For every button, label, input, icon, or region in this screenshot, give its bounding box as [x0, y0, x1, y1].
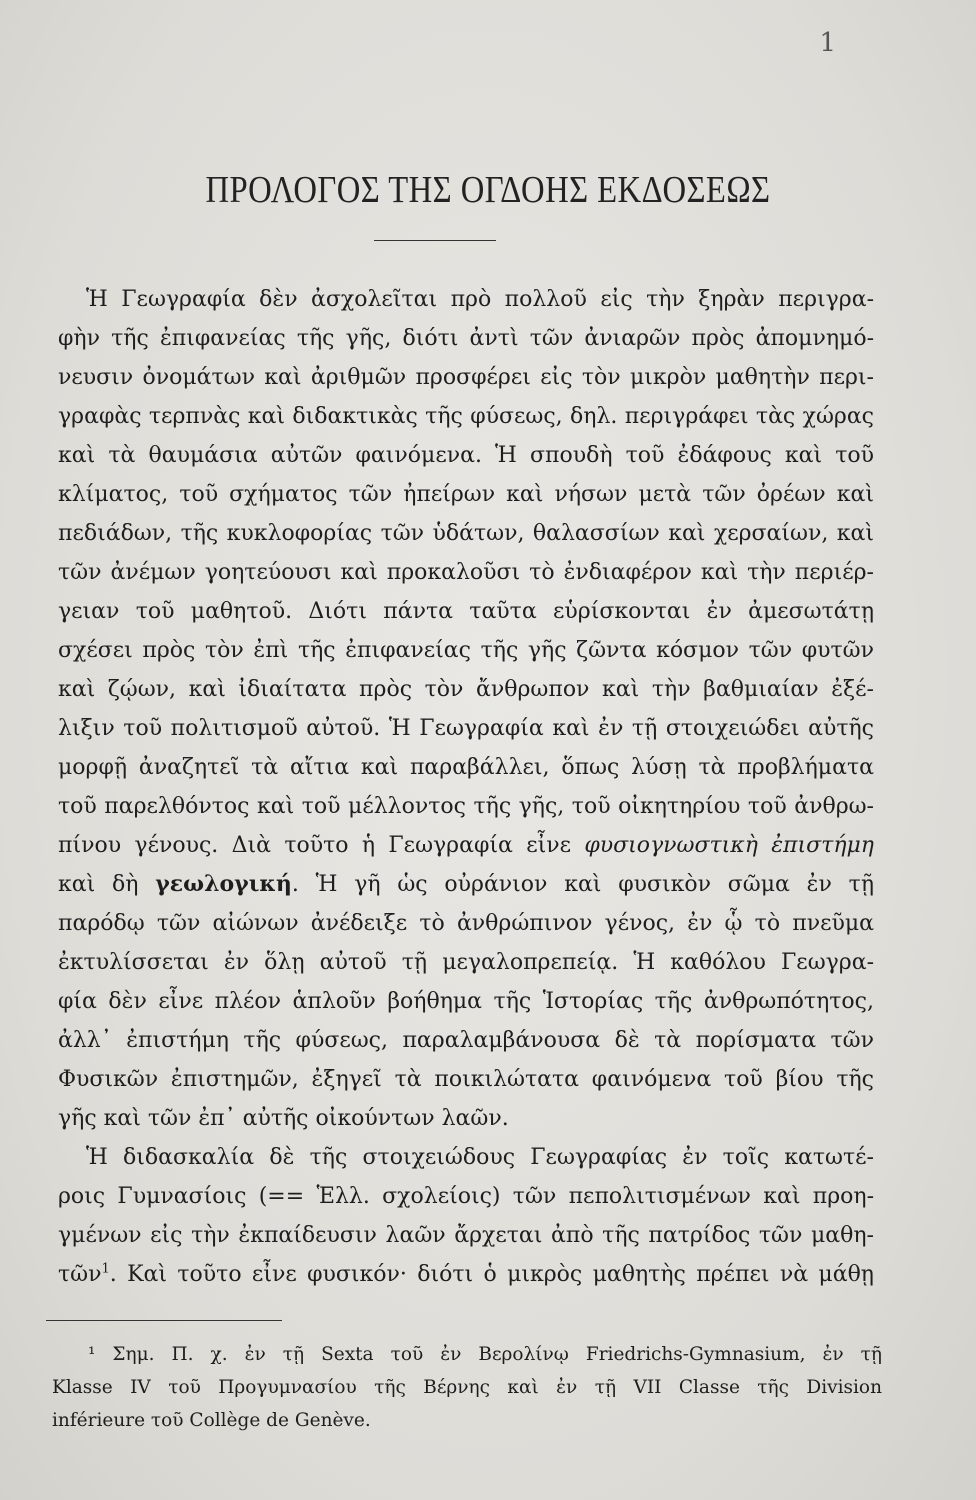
text-line: γειαν τοῦ μαθητοῦ. Διότι πάντα ταῦτα εὑρίσκονται ἐν ἀμεσωτάτῃ	[58, 599, 874, 624]
text-line: γραφὰς τερπνὰς καὶ διδακτικὰς τῆς φύσεως, δηλ. περιγράφει τὰς χώρας	[58, 404, 874, 429]
emphasis-text: φυσιογνωστικὴ ἐπιστήμη	[584, 833, 874, 858]
text-line: γῆς καὶ τῶν ἐπ᾿ αὐτῆς οἰκούντων λαῶν.	[58, 1106, 509, 1131]
page-title: ΠΡΟΛΟΓΟΣ ΤΗΣ ΟΓΔΟΗΣ ΕΚΔΟΣΕΩΣ	[205, 169, 771, 211]
text-line: φία δὲν εἶνε πλέον ἁπλοῦν βοήθημα τῆς Ἱστορίας τῆς ἀνθρωπότητος,	[58, 989, 874, 1014]
text-line: καὶ ζῴων, καὶ ἰδιαίτατα πρὸς τὸν ἄνθρωπον καὶ τὴν βαθμιαίαν ἐξέ-	[58, 677, 874, 702]
text-line: μορφῇ ἀναζητεῖ τὰ αἴτια καὶ παραβάλλει, ὅπως λύσῃ τὰ προβλήματα	[58, 755, 874, 780]
bold-term: γεωλογική	[155, 871, 292, 897]
text-line: σχέσει πρὸς τὸν ἐπὶ τῆς ἐπιφανείας τῆς γῆς ζῶντα κόσμον τῶν φυτῶν	[58, 638, 874, 663]
footnote-ref: 1	[101, 1261, 110, 1277]
text-line	[58, 1255, 874, 1294]
title-rule	[374, 240, 496, 241]
footnote-line: Klasse IV τοῦ Προγυμνασίου τῆς Βέρνης καὶ ἐν τῇ VII Classe τῆς Division	[52, 1377, 882, 1398]
footnote-line: inférieure τοῦ Collège de Genève.	[52, 1410, 371, 1431]
text-line: κλίματος, τοῦ σχήματος τῶν ἠπείρων καὶ νήσων μετὰ τῶν ὀρέων καὶ	[58, 482, 874, 507]
text-line: τοῦ παρελθόντος καὶ τοῦ μέλλοντος τῆς γῆς, τοῦ οἰκητηρίου τοῦ ἀνθρω-	[58, 794, 874, 819]
page-number: 1	[819, 28, 836, 58]
text-line: ροις Γυμνασίοις (== Ἑλλ. σχολείοις) τῶν πεπολιτισμένων καὶ προη-	[58, 1184, 874, 1209]
text-line: Φυσικῶν ἐπιστημῶν, ἐξηγεῖ τὰ ποικιλώτατα φαινόμενα τοῦ βίου τῆς	[58, 1067, 874, 1092]
text-line	[58, 865, 874, 904]
footnote	[52, 1338, 882, 1437]
text-segment: . Ἡ γῆ ὡς οὐράνιον καὶ φυσικὸν σῶμα ἐν τῇ	[291, 872, 874, 897]
text-line: Ἡ διδασκαλία δὲ τῆς στοιχειώδους Γεωγραφίας ἐν τοῖς κατωτέ-	[86, 1145, 874, 1170]
text-line: ἐκτυλίσσεται ἐν ὅλῃ αὐτοῦ τῇ μεγαλοπρεπείᾳ. Ἡ καθόλου Γεωγρα-	[58, 950, 874, 975]
text-segment: πίνου γένους. Διὰ τοῦτο ἡ Γεωγραφία εἶνε	[58, 833, 585, 858]
text-segment: τῶν	[58, 1262, 102, 1287]
text-line: λιξιν τοῦ πολιτισμοῦ αὐτοῦ. Ἡ Γεωγραφία καὶ ἐν τῇ στοιχειώδει αὐτῆς	[58, 716, 874, 741]
text-line: ἀλλ᾿ ἐπιστήμη τῆς φύσεως, παραλαμβάνουσα δὲ τὰ πορίσματα τῶν	[58, 1028, 874, 1053]
text-line: πεδιάδων, τῆς κυκλοφορίας τῶν ὑδάτων, θαλασσίων καὶ χερσαίων, καὶ	[58, 521, 874, 546]
text-line: γμένων εἰς τὴν ἐκπαίδευσιν λαῶν ἄρχεται ἀπὸ τῆς πατρίδος τῶν μαθη-	[58, 1223, 874, 1248]
text-line: τῶν ἀνέμων γοητεύουσι καὶ προκαλοῦσι τὸ ἐνδιαφέρον καὶ τὴν περιέρ-	[58, 560, 874, 585]
text-segment: . Καὶ τοῦτο εἶνε φυσικόν· διότι ὁ μικρὸς μαθητὴς πρέπει νὰ μάθῃ	[109, 1262, 874, 1287]
text-line: καὶ τὰ θαυμάσια αὐτῶν φαινόμενα. Ἡ σπουδὴ τοῦ ἐδάφους καὶ τοῦ	[58, 443, 874, 468]
text-line: Ἡ Γεωγραφία δὲν ἀσχολεῖται πρὸ πολλοῦ εἰς τὴν ξηρὰν περιγρα-	[86, 287, 874, 312]
text-line: παρόδῳ τῶν αἰώνων ἀνέδειξε τὸ ἀνθρώπινον γένος, ἐν ᾧ τὸ πνεῦμα	[58, 911, 874, 936]
footnote-line: ¹ Σημ. Π. χ. ἐν τῇ Sexta τοῦ ἐν Βερολίνῳ Friedrichs-Gymnasium, ἐν τῇ	[88, 1344, 882, 1365]
text-line: νευσιν ὀνομάτων καὶ ἀριθμῶν προσφέρει εἰς τὸν μικρὸν μαθητὴν περι-	[58, 365, 874, 390]
footnote-rule	[46, 1320, 282, 1321]
text-line: φὴν τῆς ἐπιφανείας τῆς γῆς, διότι ἀντὶ τῶν ἀνιαρῶν πρὸς ἀπομνημό-	[58, 326, 874, 351]
text-segment: καὶ δὴ	[58, 872, 156, 897]
text-line	[58, 826, 874, 865]
body-text	[58, 280, 874, 1294]
